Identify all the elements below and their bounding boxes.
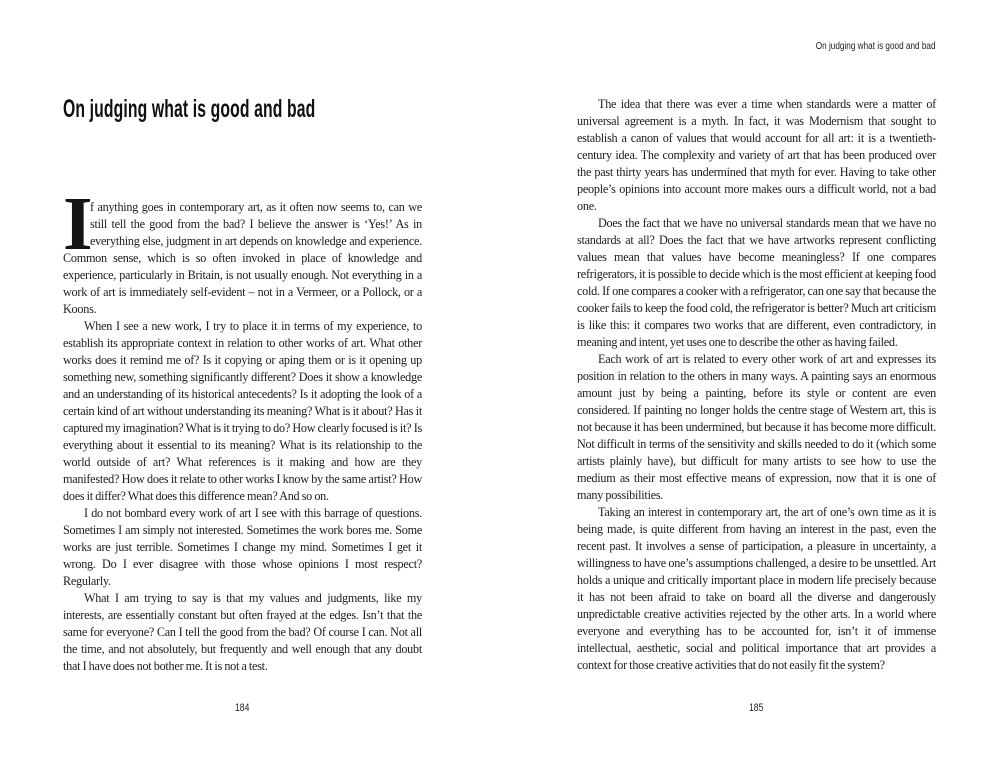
running-header [577, 36, 936, 54]
drop-cap-letter: I [63, 182, 93, 266]
paragraph-text: f anything goes in contemporary art, as it often now seems to, can we still tell the good from the bad? I believe the answer is ‘Yes!’ As in everything else, judgment in art depends on knowledge and experience. Common sense, which is so often invoked in place of knowledge and experience, particularly in Britain, is not usually enough. Not everything in a work of art is immediately self-evident – not in a Vermeer, or a Pollock, or a Koons. [63, 200, 422, 316]
left-page-text-column [63, 182, 422, 675]
paragraph: Does the fact that we have no universal standards mean that we have no standards at all? Does the fact that we have artworks represent conflicting values mean that values have become meaningless? If one compares refrigerators, it is possible to decide which is the most efficient at keeping food cold. If one compares a cooker with a refrigerator, can one say that because the cooker fails to keep the food cold, the refrigerator is better? Much art criticism is like this: it compares two works that are different, even contradictory, in meaning and intent, yet uses one to describe the other as having failed. [577, 216, 936, 349]
running-header-text: On judging what is good and bad [816, 40, 936, 52]
page-number-left-text: 184 [235, 702, 250, 714]
page-number-right [577, 698, 936, 716]
paragraph: When I see a new work, I try to place it in terms of my experience, to establish its appropriate context in relation to other works of art. What other works does it remind me of? Is it copying or aping them or is it opening up something new, something significantly different? Does it show a knowledge and an understanding of its historical antecedents? Is it adopting the look of a certain kind of art without understanding its meaning? What is it about? Has it captured my imagination? What is it trying to do? How clearly focused is it? Is everything about it essential to its meaning? What is its relationship to the world outside of art? What references is it making and how are they manifested? How does it relate to other works I know by the same artist? How does it differ? What does this difference mean? And so on. [63, 319, 422, 503]
right-page-text-column [577, 96, 936, 674]
chapter-title [63, 88, 464, 125]
paragraph: Taking an interest in contemporary art, the art of one’s own time as it is being made, is quite different from having an interest in the past, even the recent past. It involves a sense of participation, a pleasure in uncertainty, a willingness to have one’s assumptions challenged, a desire to be unsettled. Art holds a unique and critically important place in modern life precisely because it has not been afraid to take on board all the diverse and dangerously unpredictable creative activities rejected by the other arts. In a world where everyone and everything has to be accounted for, isn’t it of immense intellectual, aesthetic, social and political importance that art provides a context for those creative activities that do not easily fit the system? [577, 505, 936, 672]
paragraph: The idea that there was ever a time when standards were a matter of universal agreement is a myth. In fact, it was Modernism that sought to establish a canon of values that would account for all art: it is a twentieth-century idea. The complexity and variety of art that has been produced over the past thirty years has undermined that myth for ever. Having to take other people’s opinions into account more makes ours a difficult world, not a bad one. [577, 97, 936, 213]
paragraph: What I am trying to say is that my values and judgments, like my interests, are essentially constant but often frayed at the edges. Isn’t that the same for everyone? Can I tell the good from the bad? Of course I can. Not all the time, and not absolutely, but frequently and well enough that any doubt that I have does not bother me. It is not a test. [63, 591, 422, 673]
chapter-title-text: On judging what is good and bad [63, 95, 316, 123]
page-number-left [63, 698, 422, 716]
paragraph: Each work of art is related to every other work of art and expresses its position in relation to the others in many ways. A painting says an enormous amount just by being a painting, before its style or content are even considered. If painting no longer holds the centre stage of Western art, this is not because it has been undermined, but because it has become more difficult. Not difficult in terms of the sensitivity and skills needed to do it (which some artists plainly have), but difficult for many artists to see how to use the medium as their most effective means of expression, now that it is one of many possibilities. [577, 352, 936, 502]
page-number-right-text: 185 [749, 702, 764, 714]
paragraph: I do not bombard every work of art I see with this barrage of questions. Sometimes I am simply not interested. Sometimes the work bores me. Some works are just terrible. Sometimes I change my mind. Sometimes I get it wrong. Do I ever disagree with those whose opinions I most respect? Regularly. [63, 506, 422, 588]
drop-cap [63, 182, 93, 266]
paragraph [63, 182, 422, 318]
